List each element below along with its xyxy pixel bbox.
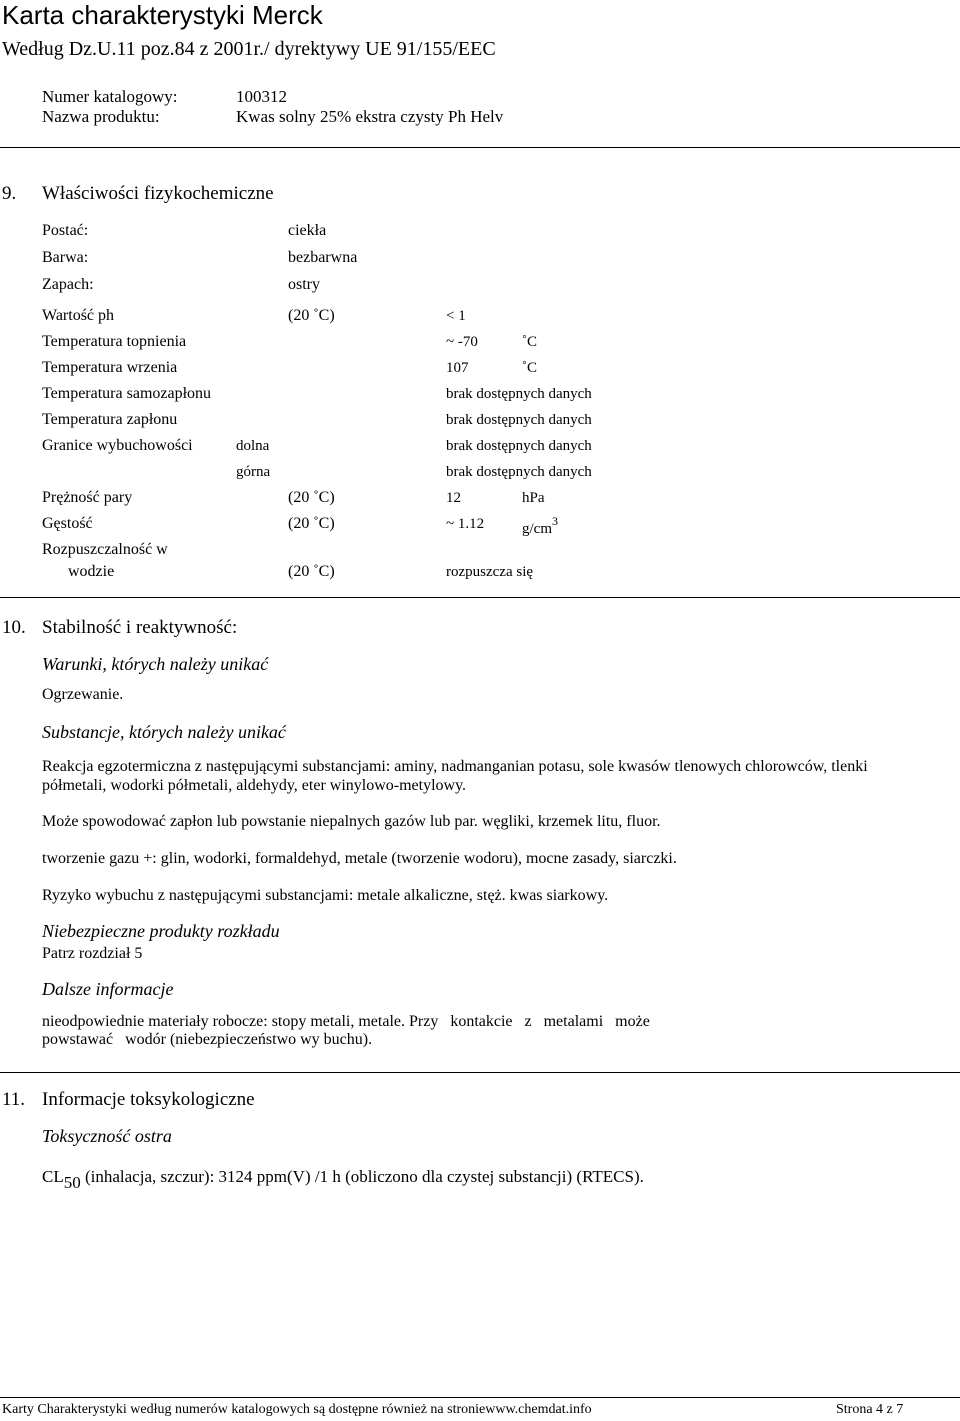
- product-name-value: Kwas solny 25% ekstra czysty Ph Helv: [236, 107, 504, 126]
- vapor-pressure-condition: (20 ˚C): [288, 489, 335, 506]
- section-9-title: Właściwości fizykochemiczne: [42, 183, 274, 204]
- reactivity-paragraph-4: Ryzyko wybuchu z następującymi substancjami: metale alkaliczne, stęż. kwas siarkowy.: [42, 887, 609, 904]
- document-title: Karta charakterystyki Merck: [2, 0, 323, 30]
- section-11-number: 11.: [2, 1089, 26, 1110]
- solubility-condition: (20 ˚C): [288, 563, 335, 580]
- lc50-statement: [42, 1167, 644, 1192]
- acute-toxicity-heading: Toksyczność ostra: [42, 1126, 172, 1146]
- solubility-label-line2: wodzie: [68, 563, 115, 580]
- odor-value: ostry: [288, 276, 320, 293]
- vapor-pressure-value: 12: [446, 490, 461, 506]
- avoid-conditions-heading: Warunki, których należy unikać: [42, 654, 269, 674]
- odor-label: Zapach:: [42, 276, 94, 293]
- catalog-number-value: 100312: [236, 87, 287, 106]
- boiling-point-value: 107: [446, 360, 469, 376]
- lc50-text: (inhalacja, szczur): 3124 ppm(V) /1 h (obliczono dla czystej substancji) (RTECS).: [80, 1167, 644, 1186]
- section-11-title: Informacje toksykologiczne: [42, 1089, 255, 1110]
- melting-point-value: ~ -70: [446, 334, 478, 350]
- avoid-conditions-text: Ogrzewanie.: [42, 686, 124, 703]
- explosion-limits-label: Granice wybuchowości: [42, 437, 193, 454]
- reactivity-paragraph-1: Reakcja egzotermiczna z następującymi substancjami: aminy, nadmanganian potasu, sole kwasów tlenowych chlorowców, tlenki półmetali, wodorki półmetali, aldehydy, eter winylowo-metylowy.: [42, 758, 868, 794]
- solubility-value: rozpuszcza się: [446, 564, 534, 580]
- density-condition: (20 ˚C): [288, 515, 335, 532]
- boiling-point-label: Temperatura wrzenia: [42, 359, 178, 376]
- lc50-subscript: 50: [63, 1173, 81, 1192]
- section-9-divider: [0, 597, 960, 598]
- vapor-pressure-unit: hPa: [522, 490, 545, 506]
- catalog-number-label: Numer katalogowy:: [42, 87, 178, 106]
- lc50-prefix: CL: [42, 1167, 64, 1186]
- melting-point-unit: ˚C: [522, 334, 537, 350]
- melting-point-label: Temperatura topnienia: [42, 333, 187, 350]
- density-value: ~ 1.12: [446, 516, 485, 532]
- explosion-lower-value: brak dostępnych danych: [446, 438, 592, 454]
- section-9-number: 9.: [2, 183, 17, 204]
- color-value: bezbarwna: [288, 249, 358, 266]
- product-name-label: Nazwa produktu:: [42, 107, 160, 126]
- flash-point-value: brak dostępnych danych: [446, 412, 592, 428]
- reactivity-paragraph-3: tworzenie gazu +: glin, wodorki, formaldehyd, metale (tworzenie wodoru), mocne zasady, siarczki.: [42, 850, 677, 867]
- footer-divider: [0, 1397, 960, 1398]
- ph-value: < 1: [446, 308, 466, 324]
- footer-note: Karty Charakterystyki według numerów katalogowych są dostępne również na stroniewww.chemdat.info: [2, 1402, 592, 1417]
- form-label: Postać:: [42, 222, 89, 239]
- explosion-upper-value: brak dostępnych danych: [446, 464, 592, 480]
- solubility-label-line1: Rozpuszczalność w: [42, 541, 168, 558]
- vapor-pressure-label: Prężność pary: [42, 489, 133, 506]
- density-unit: [522, 516, 558, 538]
- autoignition-value: brak dostępnych danych: [446, 386, 592, 402]
- header-divider: [0, 147, 960, 148]
- section-10-divider: [0, 1072, 960, 1073]
- section-10-title: Stabilność i reaktywność:: [42, 617, 238, 638]
- density-unit-text: g/cm: [522, 521, 552, 537]
- reactivity-paragraph-2: Może spowodować zapłon lub powstanie niepalnych gazów lub par. węgliki, krzemek litu, fluor.: [42, 813, 661, 830]
- ph-label: Wartość ph: [42, 307, 115, 324]
- page-number: Strona 4 z 7: [836, 1402, 904, 1417]
- further-info-line-2: powstawać wodór (niebezpieczeństwo wy buchu).: [42, 1031, 373, 1048]
- color-label: Barwa:: [42, 249, 89, 266]
- decomposition-text: Patrz rozdział 5: [42, 945, 143, 962]
- explosion-upper-sublabel: górna: [236, 464, 271, 480]
- section-10-number: 10.: [2, 617, 26, 638]
- autoignition-label: Temperatura samozapłonu: [42, 385, 212, 402]
- density-unit-superscript: 3: [552, 514, 558, 528]
- boiling-point-unit: ˚C: [522, 360, 537, 376]
- avoid-substances-heading: Substancje, których należy unikać: [42, 722, 286, 742]
- ph-condition: (20 ˚C): [288, 307, 335, 324]
- further-info-heading: Dalsze informacje: [42, 979, 174, 999]
- document-subtitle: Według Dz.U.11 poz.84 z 2001r./ dyrektywy UE 91/155/EEC: [2, 38, 496, 60]
- form-value: ciekła: [288, 222, 327, 239]
- explosion-lower-sublabel: dolna: [236, 438, 270, 454]
- density-label: Gęstość: [42, 515, 93, 532]
- decomposition-heading: Niebezpieczne produkty rozkładu: [42, 921, 280, 941]
- further-info-line-1: nieodpowiednie materiały robocze: stopy metali, metale. Przy kontakcie z metalami może: [42, 1013, 650, 1030]
- flash-point-label: Temperatura zapłonu: [42, 411, 178, 428]
